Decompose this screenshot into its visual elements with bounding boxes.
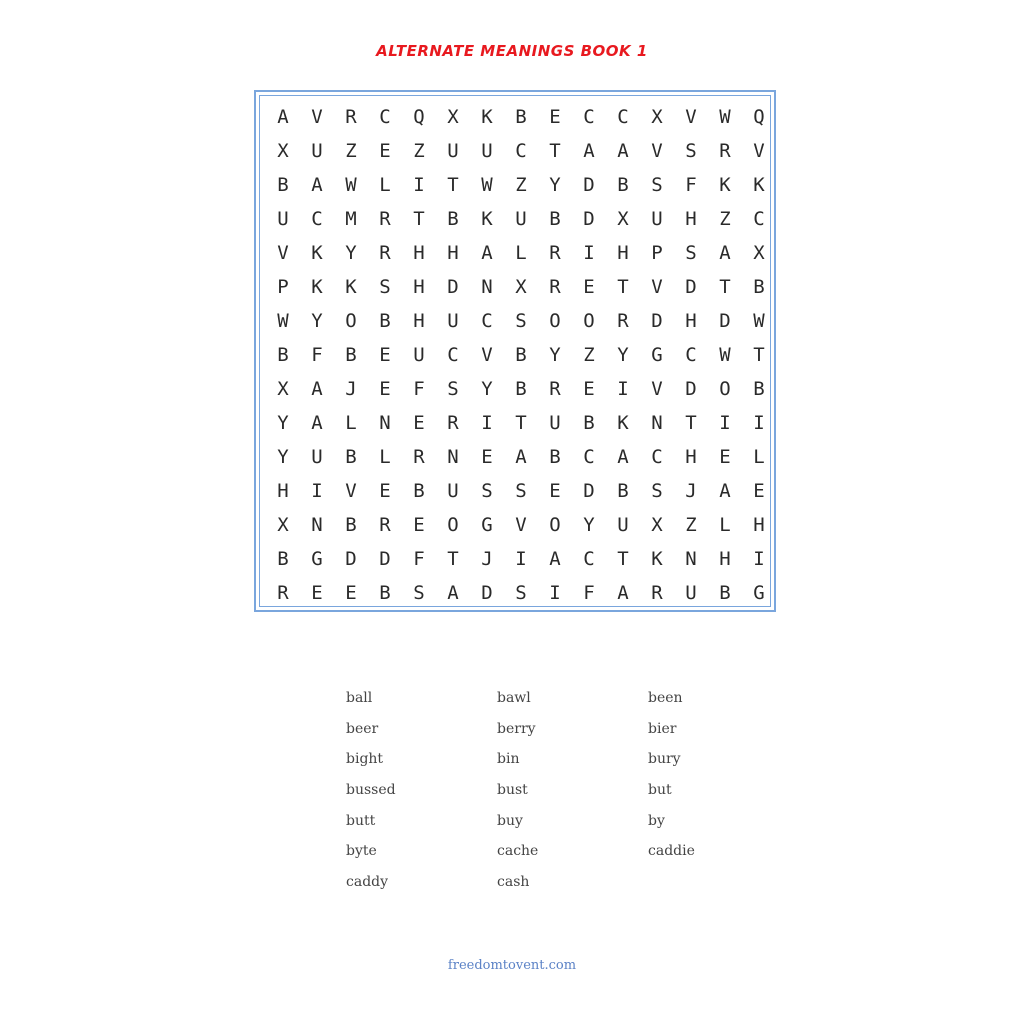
grid-letter: D — [583, 174, 595, 196]
grid-letter: W — [719, 344, 731, 366]
grid-letter: G — [753, 582, 765, 604]
grid-letter: I — [753, 548, 765, 570]
grid-letter: T — [753, 344, 765, 366]
grid-letter: B — [617, 480, 629, 502]
grid-letter: V — [277, 242, 289, 264]
grid-letter: C — [617, 106, 629, 128]
grid-letter: B — [549, 446, 561, 468]
grid-letter: B — [583, 412, 595, 434]
grid-letter: O — [719, 378, 731, 400]
grid-row — [266, 202, 776, 236]
grid-letter: B — [515, 106, 527, 128]
grid-letter: C — [481, 310, 493, 332]
grid-letter: D — [583, 480, 595, 502]
word-item: been — [648, 690, 683, 706]
grid-letter: T — [549, 140, 561, 162]
grid-letter: L — [379, 446, 391, 468]
grid-letter: B — [753, 276, 765, 298]
word-item: ball — [346, 690, 373, 706]
grid-letter: M — [345, 208, 357, 230]
grid-letter: A — [515, 446, 527, 468]
grid-letter: T — [719, 276, 731, 298]
grid-row — [266, 168, 776, 202]
grid-letter: K — [481, 208, 493, 230]
grid-letter: T — [447, 548, 459, 570]
grid-letter: D — [719, 310, 731, 332]
grid-letter: Q — [413, 106, 425, 128]
grid-letter: A — [311, 412, 323, 434]
grid-letter: Y — [277, 446, 289, 468]
grid-letter: S — [651, 174, 663, 196]
word-item: butt — [346, 812, 376, 829]
grid-letter: A — [617, 446, 629, 468]
grid-letter: C — [583, 548, 595, 570]
grid-letter: H — [685, 310, 697, 332]
grid-letter: D — [651, 310, 663, 332]
grid-letter: I — [311, 480, 323, 502]
grid-letter: V — [311, 106, 323, 128]
grid-letter: A — [311, 378, 323, 400]
grid-letter: T — [617, 548, 629, 570]
grid-letter: C — [311, 208, 323, 230]
grid-letter: O — [345, 310, 357, 332]
grid-letter: K — [311, 242, 323, 264]
grid-letter: K — [311, 276, 323, 298]
grid-row — [266, 100, 776, 134]
grid-letter: R — [447, 412, 459, 434]
grid-letter: E — [379, 140, 391, 162]
grid-letter: O — [549, 514, 561, 536]
grid-letter: N — [685, 548, 697, 570]
grid-row — [266, 406, 776, 440]
grid-letter: E — [379, 378, 391, 400]
grid-letter: E — [753, 480, 765, 502]
word-item: but — [648, 782, 672, 799]
grid-letter: L — [753, 446, 765, 468]
grid-letter: A — [481, 242, 493, 264]
grid-letter: X — [651, 514, 663, 536]
grid-letter: X — [277, 514, 289, 536]
grid-letter: H — [447, 242, 459, 264]
grid-letter: E — [583, 276, 595, 298]
grid-letter: R — [413, 446, 425, 468]
grid-letter: U — [515, 208, 527, 230]
grid-letter: U — [447, 480, 459, 502]
grid-letter: Z — [583, 344, 595, 366]
grid-letter: Y — [311, 310, 323, 332]
word-item: bier — [648, 720, 677, 737]
grid-letter: G — [311, 548, 323, 570]
grid-letter: I — [413, 174, 425, 196]
grid-letter: K — [753, 174, 765, 196]
grid-letter: Z — [413, 140, 425, 162]
grid-row — [266, 236, 776, 270]
word-item: buy — [497, 812, 523, 829]
grid-letter: H — [685, 446, 697, 468]
grid-letter: K — [719, 174, 731, 196]
grid-letter: A — [719, 242, 731, 264]
word-item: byte — [346, 843, 377, 860]
grid-letter: S — [413, 582, 425, 604]
grid-letter: E — [413, 514, 425, 536]
grid-letter: E — [549, 106, 561, 128]
grid-letter: I — [753, 412, 765, 434]
grid-letter: Y — [549, 174, 561, 196]
grid-letter: C — [651, 446, 663, 468]
grid-letter: Z — [345, 140, 357, 162]
grid-letter: O — [549, 310, 561, 332]
grid-letter: V — [515, 514, 527, 536]
grid-letter: S — [651, 480, 663, 502]
grid-letter: L — [719, 514, 731, 536]
grid-letter: J — [685, 480, 697, 502]
grid-letter: H — [753, 514, 765, 536]
grid-letter: U — [311, 140, 323, 162]
grid-letter: N — [481, 276, 493, 298]
grid-letter: X — [447, 106, 459, 128]
word-item: berry — [497, 720, 536, 737]
grid-letter: H — [413, 276, 425, 298]
grid-letter: D — [583, 208, 595, 230]
grid-letter: I — [481, 412, 493, 434]
grid-letter: R — [549, 242, 561, 264]
word-item: caddy — [346, 874, 389, 891]
grid-letter: B — [277, 548, 289, 570]
grid-letter: E — [345, 582, 357, 604]
grid-letter: B — [345, 446, 357, 468]
grid-letter: K — [617, 412, 629, 434]
word-item: beer — [346, 720, 379, 737]
grid-letter: K — [481, 106, 493, 128]
grid-letter: U — [651, 208, 663, 230]
grid-row — [266, 134, 776, 168]
grid-letter: P — [277, 276, 289, 298]
grid-letter: X — [753, 242, 765, 264]
word-item: bawl — [497, 690, 531, 706]
grid-letter: S — [685, 140, 697, 162]
word-item: bury — [648, 751, 681, 768]
word-search-grid-frame — [254, 90, 776, 612]
word-item: by — [648, 812, 665, 829]
grid-letter: Y — [277, 412, 289, 434]
grid-letter: R — [617, 310, 629, 332]
grid-letter: U — [617, 514, 629, 536]
grid-letter: S — [515, 582, 527, 604]
grid-letter: W — [481, 174, 493, 196]
grid-letter: A — [447, 582, 459, 604]
grid-letter: O — [583, 310, 595, 332]
grid-letter: Q — [753, 106, 765, 128]
grid-letter: U — [311, 446, 323, 468]
grid-letter: B — [447, 208, 459, 230]
word-item: cache — [497, 843, 539, 860]
grid-letter: A — [277, 106, 289, 128]
grid-letter: V — [345, 480, 357, 502]
grid-letter: Y — [549, 344, 561, 366]
grid-letter: W — [719, 106, 731, 128]
grid-letter: R — [651, 582, 663, 604]
word-list — [346, 686, 799, 901]
grid-letter: B — [345, 514, 357, 536]
grid-letter: V — [481, 344, 493, 366]
grid-letter: Z — [719, 208, 731, 230]
grid-letter: G — [481, 514, 493, 536]
grid-letter: L — [515, 242, 527, 264]
grid-letter: X — [651, 106, 663, 128]
grid-letter: F — [685, 174, 697, 196]
grid-letter: H — [413, 242, 425, 264]
grid-letter: B — [617, 174, 629, 196]
grid-letter: T — [447, 174, 459, 196]
grid-letter: I — [583, 242, 595, 264]
grid-letter: B — [345, 344, 357, 366]
grid-letter: E — [481, 446, 493, 468]
grid-row — [266, 474, 776, 508]
puzzle-title: ALTERNATE MEANINGS BOOK 1 — [376, 42, 648, 60]
grid-letter: H — [413, 310, 425, 332]
grid-letter: E — [583, 378, 595, 400]
grid-letter: H — [617, 242, 629, 264]
grid-letter: U — [277, 208, 289, 230]
grid-letter: D — [481, 582, 493, 604]
grid-letter: S — [447, 378, 459, 400]
grid-letter: H — [685, 208, 697, 230]
grid-row — [266, 508, 776, 542]
grid-letter: C — [379, 106, 391, 128]
word-item: cash — [497, 874, 530, 891]
grid-letter: B — [549, 208, 561, 230]
grid-letter: S — [379, 276, 391, 298]
grid-letter: L — [379, 174, 391, 196]
grid-letter: F — [413, 548, 425, 570]
grid-letter: E — [413, 412, 425, 434]
word-item: bight — [346, 751, 384, 768]
grid-letter: V — [651, 378, 663, 400]
grid-letter: I — [549, 582, 561, 604]
grid-letter: I — [515, 548, 527, 570]
grid-row — [266, 372, 776, 406]
grid-letter: B — [379, 582, 391, 604]
grid-letter: B — [379, 310, 391, 332]
grid-row — [266, 270, 776, 304]
grid-letter: D — [685, 378, 697, 400]
grid-letter: U — [447, 140, 459, 162]
grid-letter: V — [651, 140, 663, 162]
grid-letter: S — [515, 310, 527, 332]
grid-letter: L — [345, 412, 357, 434]
grid-letter: X — [617, 208, 629, 230]
grid-letter: Y — [583, 514, 595, 536]
grid-letter: S — [685, 242, 697, 264]
grid-letter: Y — [345, 242, 357, 264]
grid-letter: E — [379, 344, 391, 366]
grid-letter: I — [719, 412, 731, 434]
word-column — [648, 686, 799, 901]
grid-letter: U — [549, 412, 561, 434]
grid-letter: R — [277, 582, 289, 604]
word-item: caddie — [648, 843, 695, 860]
grid-letter: A — [617, 582, 629, 604]
grid-letter: D — [379, 548, 391, 570]
grid-letter: O — [447, 514, 459, 536]
grid-letter: D — [345, 548, 357, 570]
grid-letter: E — [311, 582, 323, 604]
grid-letter: B — [719, 582, 731, 604]
grid-letter: C — [753, 208, 765, 230]
grid-letter: K — [345, 276, 357, 298]
grid-letter: N — [651, 412, 663, 434]
grid-letter: X — [277, 140, 289, 162]
grid-letter: J — [345, 378, 357, 400]
grid-letter: U — [447, 310, 459, 332]
grid-letter: A — [617, 140, 629, 162]
letter-grid — [266, 100, 776, 610]
grid-row — [266, 440, 776, 474]
grid-letter: A — [583, 140, 595, 162]
grid-letter: A — [719, 480, 731, 502]
grid-letter: S — [481, 480, 493, 502]
word-column — [346, 686, 497, 901]
word-column — [497, 686, 648, 901]
grid-letter: X — [277, 378, 289, 400]
grid-letter: R — [379, 242, 391, 264]
grid-letter: E — [719, 446, 731, 468]
grid-letter: T — [413, 208, 425, 230]
grid-letter: T — [685, 412, 697, 434]
footer-link[interactable]: freedomtovent.com — [447, 958, 577, 973]
grid-letter: D — [447, 276, 459, 298]
grid-letter: K — [651, 548, 663, 570]
grid-letter: C — [515, 140, 527, 162]
grid-letter: P — [651, 242, 663, 264]
grid-letter: U — [685, 582, 697, 604]
grid-letter: G — [651, 344, 663, 366]
grid-letter: Z — [515, 174, 527, 196]
grid-row — [266, 338, 776, 372]
grid-letter: W — [277, 310, 289, 332]
grid-letter: F — [413, 378, 425, 400]
grid-letter: W — [345, 174, 357, 196]
grid-row — [266, 542, 776, 576]
grid-letter: B — [413, 480, 425, 502]
grid-letter: S — [515, 480, 527, 502]
grid-letter: C — [583, 446, 595, 468]
grid-letter: H — [719, 548, 731, 570]
grid-letter: U — [481, 140, 493, 162]
grid-letter: B — [277, 344, 289, 366]
grid-letter: C — [447, 344, 459, 366]
grid-letter: E — [549, 480, 561, 502]
word-item: bussed — [346, 782, 396, 799]
grid-letter: E — [379, 480, 391, 502]
word-item: bin — [497, 751, 520, 768]
grid-letter: B — [515, 344, 527, 366]
grid-letter: A — [311, 174, 323, 196]
grid-letter: B — [515, 378, 527, 400]
grid-letter: D — [685, 276, 697, 298]
grid-letter: X — [515, 276, 527, 298]
grid-letter: V — [651, 276, 663, 298]
grid-letter: R — [549, 276, 561, 298]
grid-letter: B — [277, 174, 289, 196]
grid-letter: Y — [617, 344, 629, 366]
grid-letter: U — [413, 344, 425, 366]
grid-letter: N — [379, 412, 391, 434]
grid-letter: Z — [685, 514, 697, 536]
grid-letter: A — [549, 548, 561, 570]
grid-letter: B — [753, 378, 765, 400]
grid-letter: F — [583, 582, 595, 604]
grid-letter: N — [447, 446, 459, 468]
grid-letter: J — [481, 548, 493, 570]
grid-letter: I — [617, 378, 629, 400]
grid-letter: R — [379, 208, 391, 230]
grid-letter: N — [311, 514, 323, 536]
word-item: bust — [497, 782, 528, 799]
grid-letter: F — [311, 344, 323, 366]
grid-letter: V — [753, 140, 765, 162]
grid-letter: T — [617, 276, 629, 298]
grid-letter: V — [685, 106, 697, 128]
grid-letter: C — [583, 106, 595, 128]
grid-letter: T — [515, 412, 527, 434]
grid-row — [266, 304, 776, 338]
grid-letter: C — [685, 344, 697, 366]
grid-letter: Y — [481, 378, 493, 400]
grid-letter: R — [719, 140, 731, 162]
grid-letter: R — [549, 378, 561, 400]
grid-row — [266, 576, 776, 610]
grid-letter: R — [345, 106, 357, 128]
grid-letter: W — [753, 310, 765, 332]
grid-letter: H — [277, 480, 289, 502]
grid-letter: R — [379, 514, 391, 536]
